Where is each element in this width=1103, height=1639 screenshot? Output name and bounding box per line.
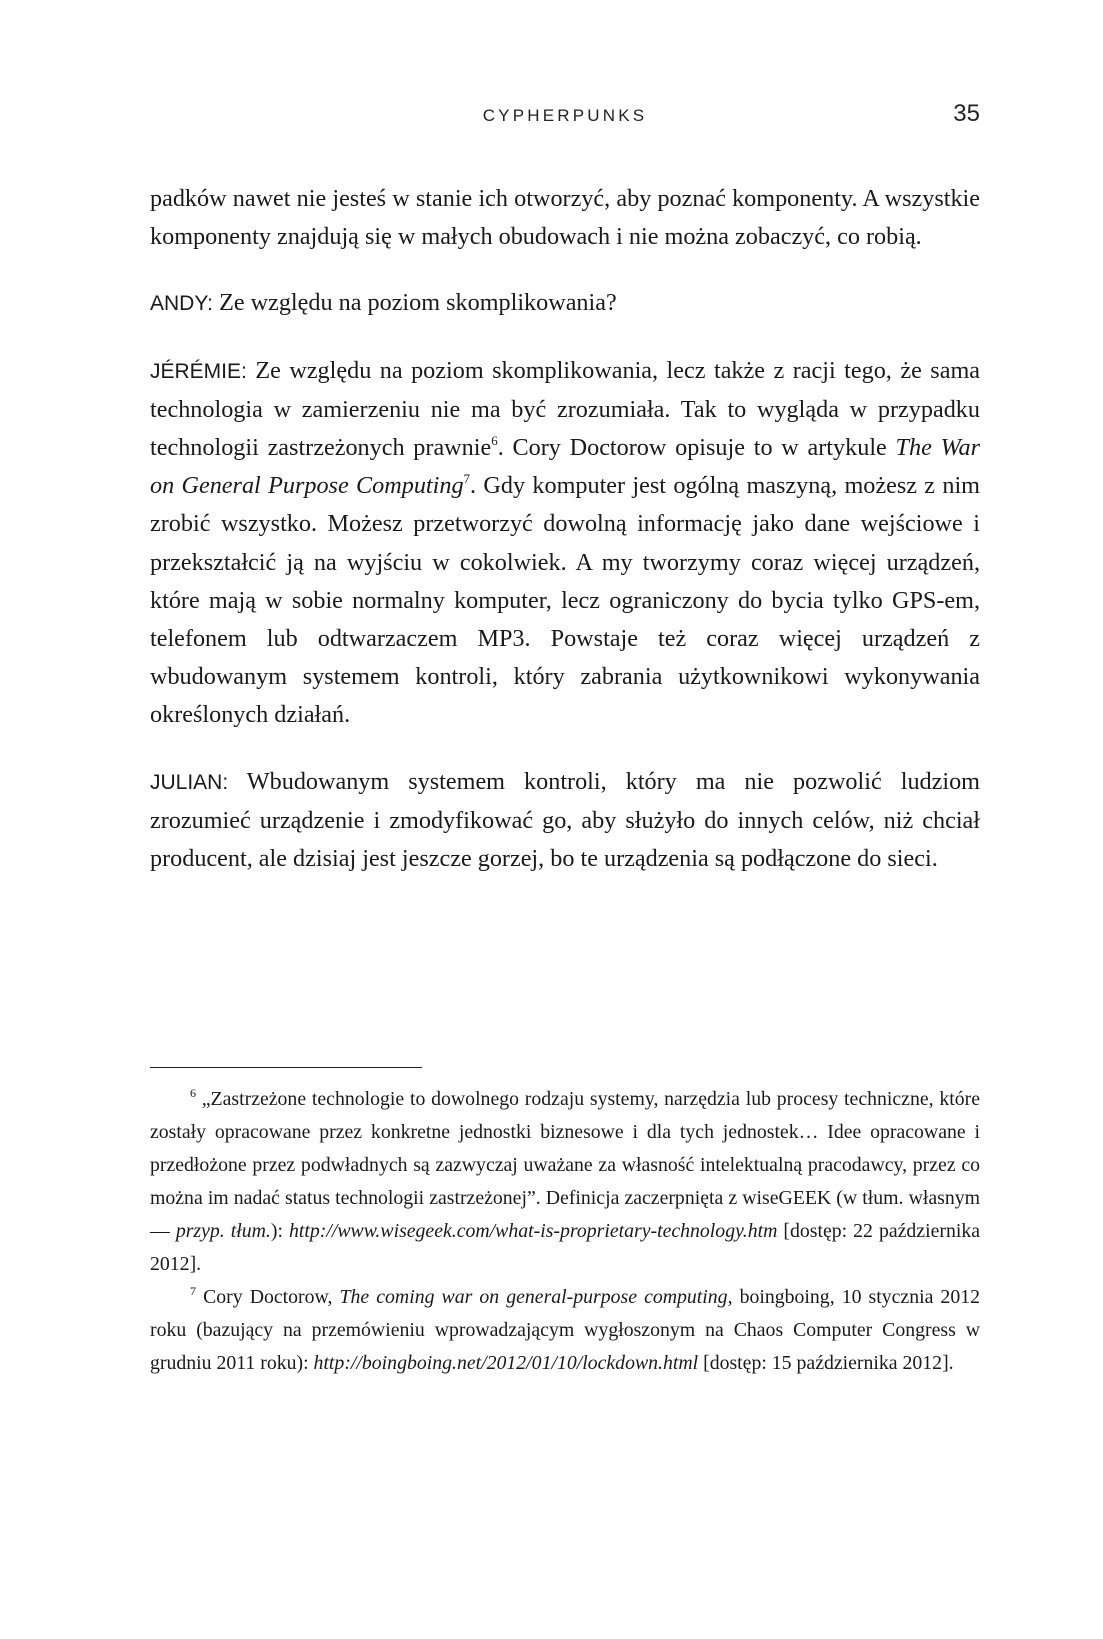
footnote-text: [dostęp: 15 października 2012]. [698,1352,954,1374]
dialogue-text: Wbudowanym systemem kontroli, który ma nie pozwolić ludziom zrozumieć urządzenie i zmodyfikować go, aby służyło do innych celów, niż chciał producent, ale dzisiaj jest jeszcze gorzej, bo te urządzenia są podłączone do sieci. [150,767,980,873]
speaker-name: JÉRÉMIE: [150,359,247,383]
footnote-title: The coming war on general-purpose computing [339,1286,728,1308]
dialogue-text: . Gdy komputer jest ogólną maszyną, możesz z nim zrobić wszystko. Możesz przetworzyć dowolną informację jako dane wejściowe i przekształcić ją na wyjściu w cokolwiek. A my tworzymy coraz więcej urządzeń, które mają w sobie normalny komputer, lecz ograniczony do bycia tylko GPS-em, telefonem lub odtwarzaczem MP3. Powstaje też coraz więcej urządzeń z wbudowanym systemem kontroli, który zabrania użytkownikowi wykonywania określonych działań. [150,472,980,729]
footnote-url-link[interactable]: http://boingboing.net/2012/01/10/lockdown.html [313,1352,699,1374]
article-title: The War on General Purpose Computing [150,434,980,500]
footnote-url-link[interactable]: http://www.wisegeek.com/what-is-proprietary-technology.htm [288,1220,778,1242]
footnote-text: „Zastrzeżone technologie to dowolnego rodzaju systemy, narzędzia lub procesy techniczne, które zostały opracowane przez konkretne jednostki biznesowe i dla tych jednostek… Idee opracowane i przedłożone przez podwładnych są zazwyczaj uważane za własność intelektualną pracodawcy, przez co można im nadać status technologii zastrzeżonej”. Definicja zaczerpnięta z wiseGEEK (w tłum. własnym — [150,1088,980,1242]
footnote-number: 6 [190,1086,196,1100]
footnote-text: , boingboing, 10 stycznia 2012 roku (bazujący na przemówieniu wprowadzającym wygłoszonym na Chaos Computer Congress w grudniu 2011 roku): [150,1286,980,1374]
footnote-6 [150,1083,980,1281]
page-number: 35 [953,100,980,127]
speaker-name: JULIAN: [150,770,229,794]
main-text [150,180,980,906]
paragraph-continuation [150,180,980,256]
footnote-italic: przyp. tłum. [175,1220,271,1242]
footnote-ref-7[interactable]: 7 [463,471,471,487]
footnote-divider [150,1067,422,1068]
footnotes [150,1083,980,1380]
dialogue-text: . Cory Doctorow opisuje to w artykule [497,434,896,462]
running-head: CYPHERPUNKS [482,106,648,125]
page-header [150,100,980,136]
paragraph-text: padków nawet nie jesteś w stanie ich otworzyć, aby poznać komponenty. A wszystkie komponenty znajdują się w małych obudowach i nie można zobaczyć, co robią. [150,185,980,251]
footnote-number: 7 [190,1284,196,1298]
footnote-text: Cory Doctorow, [196,1286,340,1308]
footnote-text: ): [270,1220,289,1242]
dialogue-text: Ze względu na poziom skomplikowania? [213,289,617,317]
dialogue-jeremie [150,352,980,735]
dialogue-text: Ze względu na poziom skomplikowania, lecz także z racji tego, że sama technologia w zamierzeniu nie ma być zrozumiała. Tak to wygląda w przypadku technologii zastrzeżonych prawnie [150,356,980,462]
footnote-text: [dostęp: 22 października 2012]. [150,1220,981,1275]
speaker-name: ANDY: [150,292,214,316]
dialogue-andy [150,284,980,323]
footnote-7 [150,1281,980,1380]
footnote-ref-6[interactable]: 6 [491,433,498,449]
dialogue-julian [150,763,980,879]
